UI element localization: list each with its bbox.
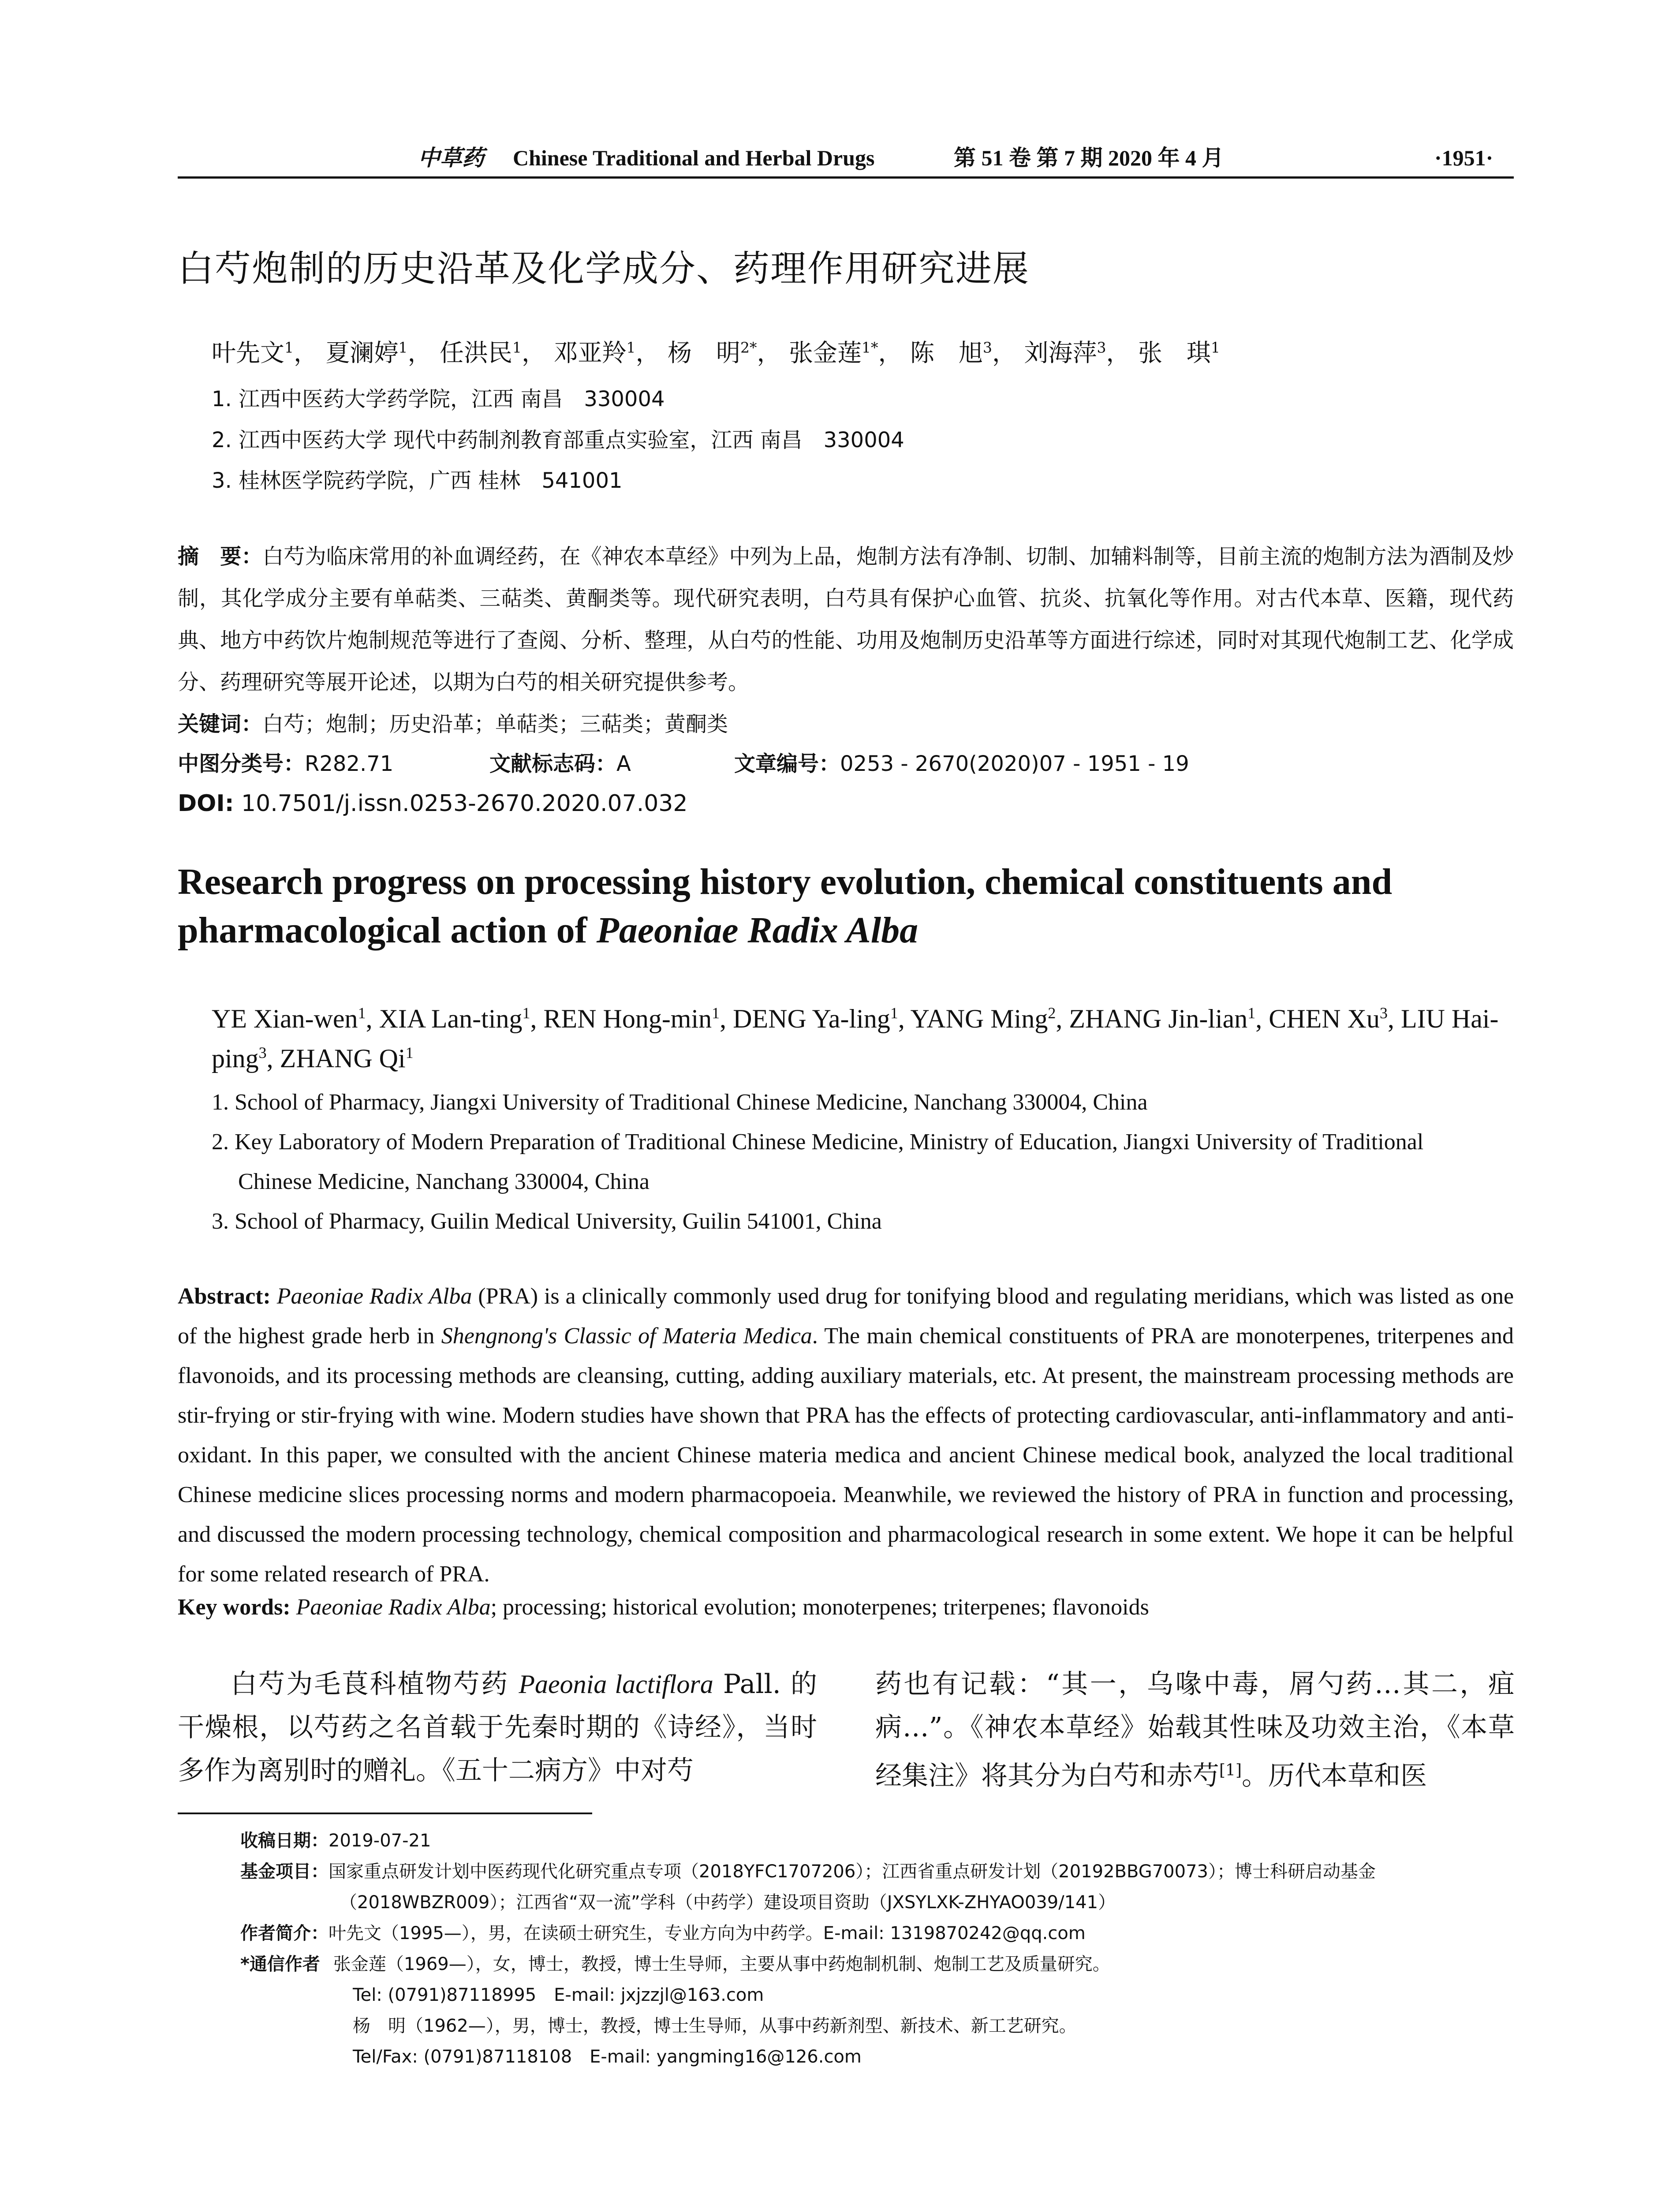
affiliation-cn-2: 2. 江西中医药大学 现代中药制剂教育部重点实验室，江西 南昌 330004 (212, 428, 904, 452)
title-en-species: Paeoniae Radix Alba (596, 910, 918, 951)
keywords-cn (178, 703, 728, 745)
abstract-en-label: Abstract: (178, 1284, 271, 1309)
abstract-en (178, 1277, 1514, 1594)
author-cn: 杨 明 (668, 339, 741, 367)
author-en: XIA Lan-ting (379, 1004, 523, 1033)
author-sup: 1 (1211, 339, 1221, 356)
corr-label: *通信作者 (240, 1954, 320, 1974)
authors-en: YE Xian-wen$^1$, XIA Lan-ting$^1$, REN Hong-$\min^1$, DENG Ya-ling$^1$, YANG Ming$^2$, ZHANG Jin-lian$^1$, CHEN Xu$^3$, LIU Hai-ping$^3$, ZHANG Qi$^1$ (212, 1004, 1499, 1073)
keywords-en-label: Key words: (178, 1595, 291, 1620)
keywords-en (178, 1588, 1514, 1627)
header-rule (178, 176, 1514, 179)
author-sup: 1 (626, 339, 636, 356)
affiliation-en-2: 2. Key Laboratory of Modern Preparation of Traditional Chinese Medicine, Ministry of Education, Jiangxi University of Traditional (212, 1129, 1424, 1155)
author-cn: 陈 旭 (910, 339, 983, 367)
received-label: 收稿日期： (240, 1831, 329, 1851)
footnote-rule (178, 1813, 592, 1814)
abstract-cn (178, 536, 1514, 703)
abstract-en-classic: Shengnong's Classic of Materia Medica (441, 1323, 812, 1349)
footnote-corresponding (240, 1949, 1110, 1979)
affiliation-en-1: 1. School of Pharmacy, Jiangxi University of Traditional Chinese Medicine, Nanchang 330004, China (212, 1090, 1148, 1115)
journal-logo-cn: 中草药 (418, 146, 484, 170)
body-left-species: Paeonia lactiflora (519, 1670, 713, 1699)
author-sup: 1 (284, 339, 294, 356)
corr-author-2-contact: Tel/Fax: (0791)87118108 E-mail: yangming16@126.com (353, 2047, 862, 2067)
author-sup: 1 (890, 1004, 898, 1022)
abstract-en-species: Paeoniae Radix Alba (276, 1284, 472, 1309)
keywords-cn-text: 白芍；炮制；历史沿革；单萜类；三萜类；黄酮类 (262, 712, 728, 736)
clc-number (178, 743, 393, 785)
author-cn: 邓亚羚 (553, 339, 627, 367)
clc-value: R282.71 (305, 751, 394, 776)
article-number-value: 0253 - 2670(2020)07 - 1951 - 19 (840, 751, 1189, 776)
keywords-cn-label: 关键词： (178, 712, 263, 736)
author-sup: 2* (740, 339, 757, 356)
citation-ref: [1] (1219, 1761, 1242, 1779)
author-sup: 1 (358, 1004, 366, 1022)
footnote-bio (240, 1918, 1086, 1948)
corr-author-1: 张金莲（1969—），女，博士，教授，博士生导师，主要从事中药炮制机制、炮制工艺及质量研究。 (333, 1954, 1110, 1974)
author-cn: 任洪民 (440, 339, 513, 367)
fund-label: 基金项目： (240, 1861, 329, 1882)
author-cn: 夏澜婷 (325, 339, 399, 367)
author-sup: 2 (1048, 1004, 1056, 1022)
author-cn: 叶先文 (212, 339, 285, 367)
journal-name-en: Chinese Traditional and Herbal Drugs (513, 146, 875, 170)
author-sup: 3 (1097, 339, 1106, 356)
clc-label: 中图分类号： (178, 751, 305, 776)
author-cn: 张金莲 (789, 339, 862, 367)
affiliation-en-3: 3. School of Pharmacy, Guilin Medical University, Guilin 541001, China (212, 1209, 882, 1234)
author-cn: 张 琪 (1138, 339, 1211, 367)
abstract-en-text-1: (PRA) is a clinically commonly used drug for tonifying blood and regulating meridians, which was listed as one of the highest grade herb in (178, 1284, 1514, 1349)
author-sup: 3 (983, 339, 993, 356)
document-code-label: 文献标志码： (489, 751, 617, 776)
article-number (734, 743, 1189, 785)
title-cn: 白芍炮制的历史沿革及化学成分、药理作用研究进展 (178, 248, 1030, 290)
author-en: REN Hong-min (543, 1004, 712, 1033)
abstract-en-text-2: . The main chemical constituents of PRA are monoterpenes, triterpenes and flavonoids, and its processing methods are cleansing, cutting, adding auxiliary materials, etc. At present, the mainstream processing methods are stir-frying or stir-frying with wine. Modern studies have shown that PRA has the effects of protecting cardiovascular, anti-inflammatory and anti-oxidant. In this paper, we consulted with the ancient Chinese materia medica and ancient Chinese medical book, analyzed the local traditional Chinese medicine slices processing norms and modern pharmacopoeia. Meanwhile, we reviewed the history of PRA in function and processing, and discussed the modern processing technology, chemical composition and pharmacological research in some extent. We hope it can be helpful for some related research of PRA. (178, 1323, 1514, 1587)
body-column-right (875, 1663, 1515, 1798)
author-sup: 1 (405, 1044, 414, 1061)
title-en-line1: Research progress on processing history evolution, chemical constituents and (178, 861, 1393, 902)
doi-label: DOI: (178, 790, 234, 817)
journal-issue: 第 51 卷 第 7 期 2020 年 4 月 (954, 146, 1224, 170)
abstract-cn-label: 摘 要： (178, 544, 263, 569)
footnote-received (240, 1826, 431, 1856)
body-left-text-2: Pall. 的干燥根，以芍药之名首载于先秦时期的《诗经》，当时多作为离别时的赠礼。《五十二病方》中对芍 (178, 1669, 818, 1786)
author-sup: 3 (258, 1044, 267, 1061)
article-number-label: 文章编号： (734, 751, 840, 776)
author-en: YE Xian-wen (212, 1004, 358, 1033)
author-sup: 1 (1247, 1004, 1256, 1022)
affiliation-cn-1: 1. 江西中医药大学药学院，江西 南昌 330004 (212, 387, 665, 411)
author-sup: 1* (862, 339, 878, 356)
fund-line-1: 国家重点研发计划中医药现代化研究重点专项（2018YFC1707206）；江西省重点研发计划（20192BBG70073）；博士科研启动基金 (329, 1861, 1376, 1882)
author-cn: 刘海萍 (1024, 339, 1097, 367)
author-sup: 1 (512, 339, 522, 356)
author-sup: 1 (712, 1004, 720, 1022)
footnote-fund (240, 1857, 1376, 1887)
document-code-value: A (616, 751, 631, 776)
title-en (178, 858, 1514, 955)
author-en: DENG Ya-ling (733, 1004, 890, 1033)
bio-text: 叶先文（1995—），男，在读硕士研究生，专业方向为中药学。E-mail: 1319870242@qq.com (329, 1923, 1086, 1943)
doi-value: 10.7501/j.issn.0253-2670.2020.07.032 (241, 790, 688, 817)
author-sup: 1 (522, 1004, 530, 1022)
author-en: LIU Hai-ping (212, 1004, 1499, 1073)
author-en: ZHANG Qi (280, 1044, 406, 1073)
abstract-cn-text: 白芍为临床常用的补血调经药，在《神农本草经》中列为上品，炮制方法有净制、切制、加辅料制等，目前主流的炮制方法为酒制及炒制，其化学成分主要有单萜类、三萜类、黄酮类等。现代研究表明，白芍具有保护心血管、抗炎、抗氧化等作用。对古代本草、医籍，现代药典、地方中药饮片炮制规范等进行了查阅、分析、整理，从白芍的性能、功用及炮制历史沿革等方面进行综述，同时对其现代炮制工艺、化学成分、药理研究等展开论述，以期为白芍的相关研究提供参考。 (178, 544, 1514, 695)
running-header (178, 140, 1514, 176)
authors-cn: 叶先文$^1$， 夏澜婷$^1$， 任洪民$^1$， 邓亚羚$^1$， 杨 明$^{2*}$， 张金莲$^{1*}$， 陈 旭$^3$， 刘海萍$^3$， 张 琪$^1$ (212, 339, 1221, 367)
fund-line-2: （2018WBZR009）；江西省“双一流”学科（中药学）建设项目资助（JXSYLXK-ZHYAO039/141） (340, 1892, 1116, 1913)
author-en: YANG Ming (910, 1004, 1048, 1033)
author-en: ZHANG Jin-lian (1069, 1004, 1248, 1033)
received-date: 2019-07-21 (329, 1831, 431, 1851)
corr-author-2: 杨 明（1962—），男，博士，教授，博士生导师，从事中药新剂型、新技术、新工艺研究。 (353, 2016, 1077, 2036)
body-right-text-2: 。历代本草和医 (1242, 1760, 1427, 1791)
corr-author-1-contact: Tel: (0791)87118995 E-mail: jxjzzjl@163.com (353, 1985, 764, 2005)
doi-line (178, 783, 687, 825)
keywords-en-text: ; processing; historical evolution; monoterpenes; triterpenes; flavonoids (490, 1595, 1149, 1620)
affiliation-cn-3: 3. 桂林医学院药学院，广西 桂林 541001 (212, 468, 623, 493)
bio-label: 作者简介： (240, 1923, 329, 1943)
author-sup: 1 (398, 339, 408, 356)
affiliation-en-2-cont: Chinese Medicine, Nanchang 330004, China (238, 1169, 650, 1194)
body-column-left (178, 1663, 817, 1792)
title-en-line2: pharmacological action of (178, 910, 597, 951)
author-sup: 3 (1379, 1004, 1388, 1022)
author-en: CHEN Xu (1269, 1004, 1380, 1033)
body-right-text-1: 药也有记载：“其一，乌喙中毒，屑勺药…其二，疽病…”。《神农本草经》始载其性味及功效主治，《本草经集注》将其分为白芍和赤芍 (875, 1669, 1515, 1791)
page-number: ·1951· (1434, 146, 1493, 170)
keywords-en-species: Paeoniae Radix Alba (296, 1595, 491, 1620)
body-left-text-1: 白芍为毛茛科植物芍药 (231, 1669, 519, 1700)
document-code (489, 743, 631, 785)
